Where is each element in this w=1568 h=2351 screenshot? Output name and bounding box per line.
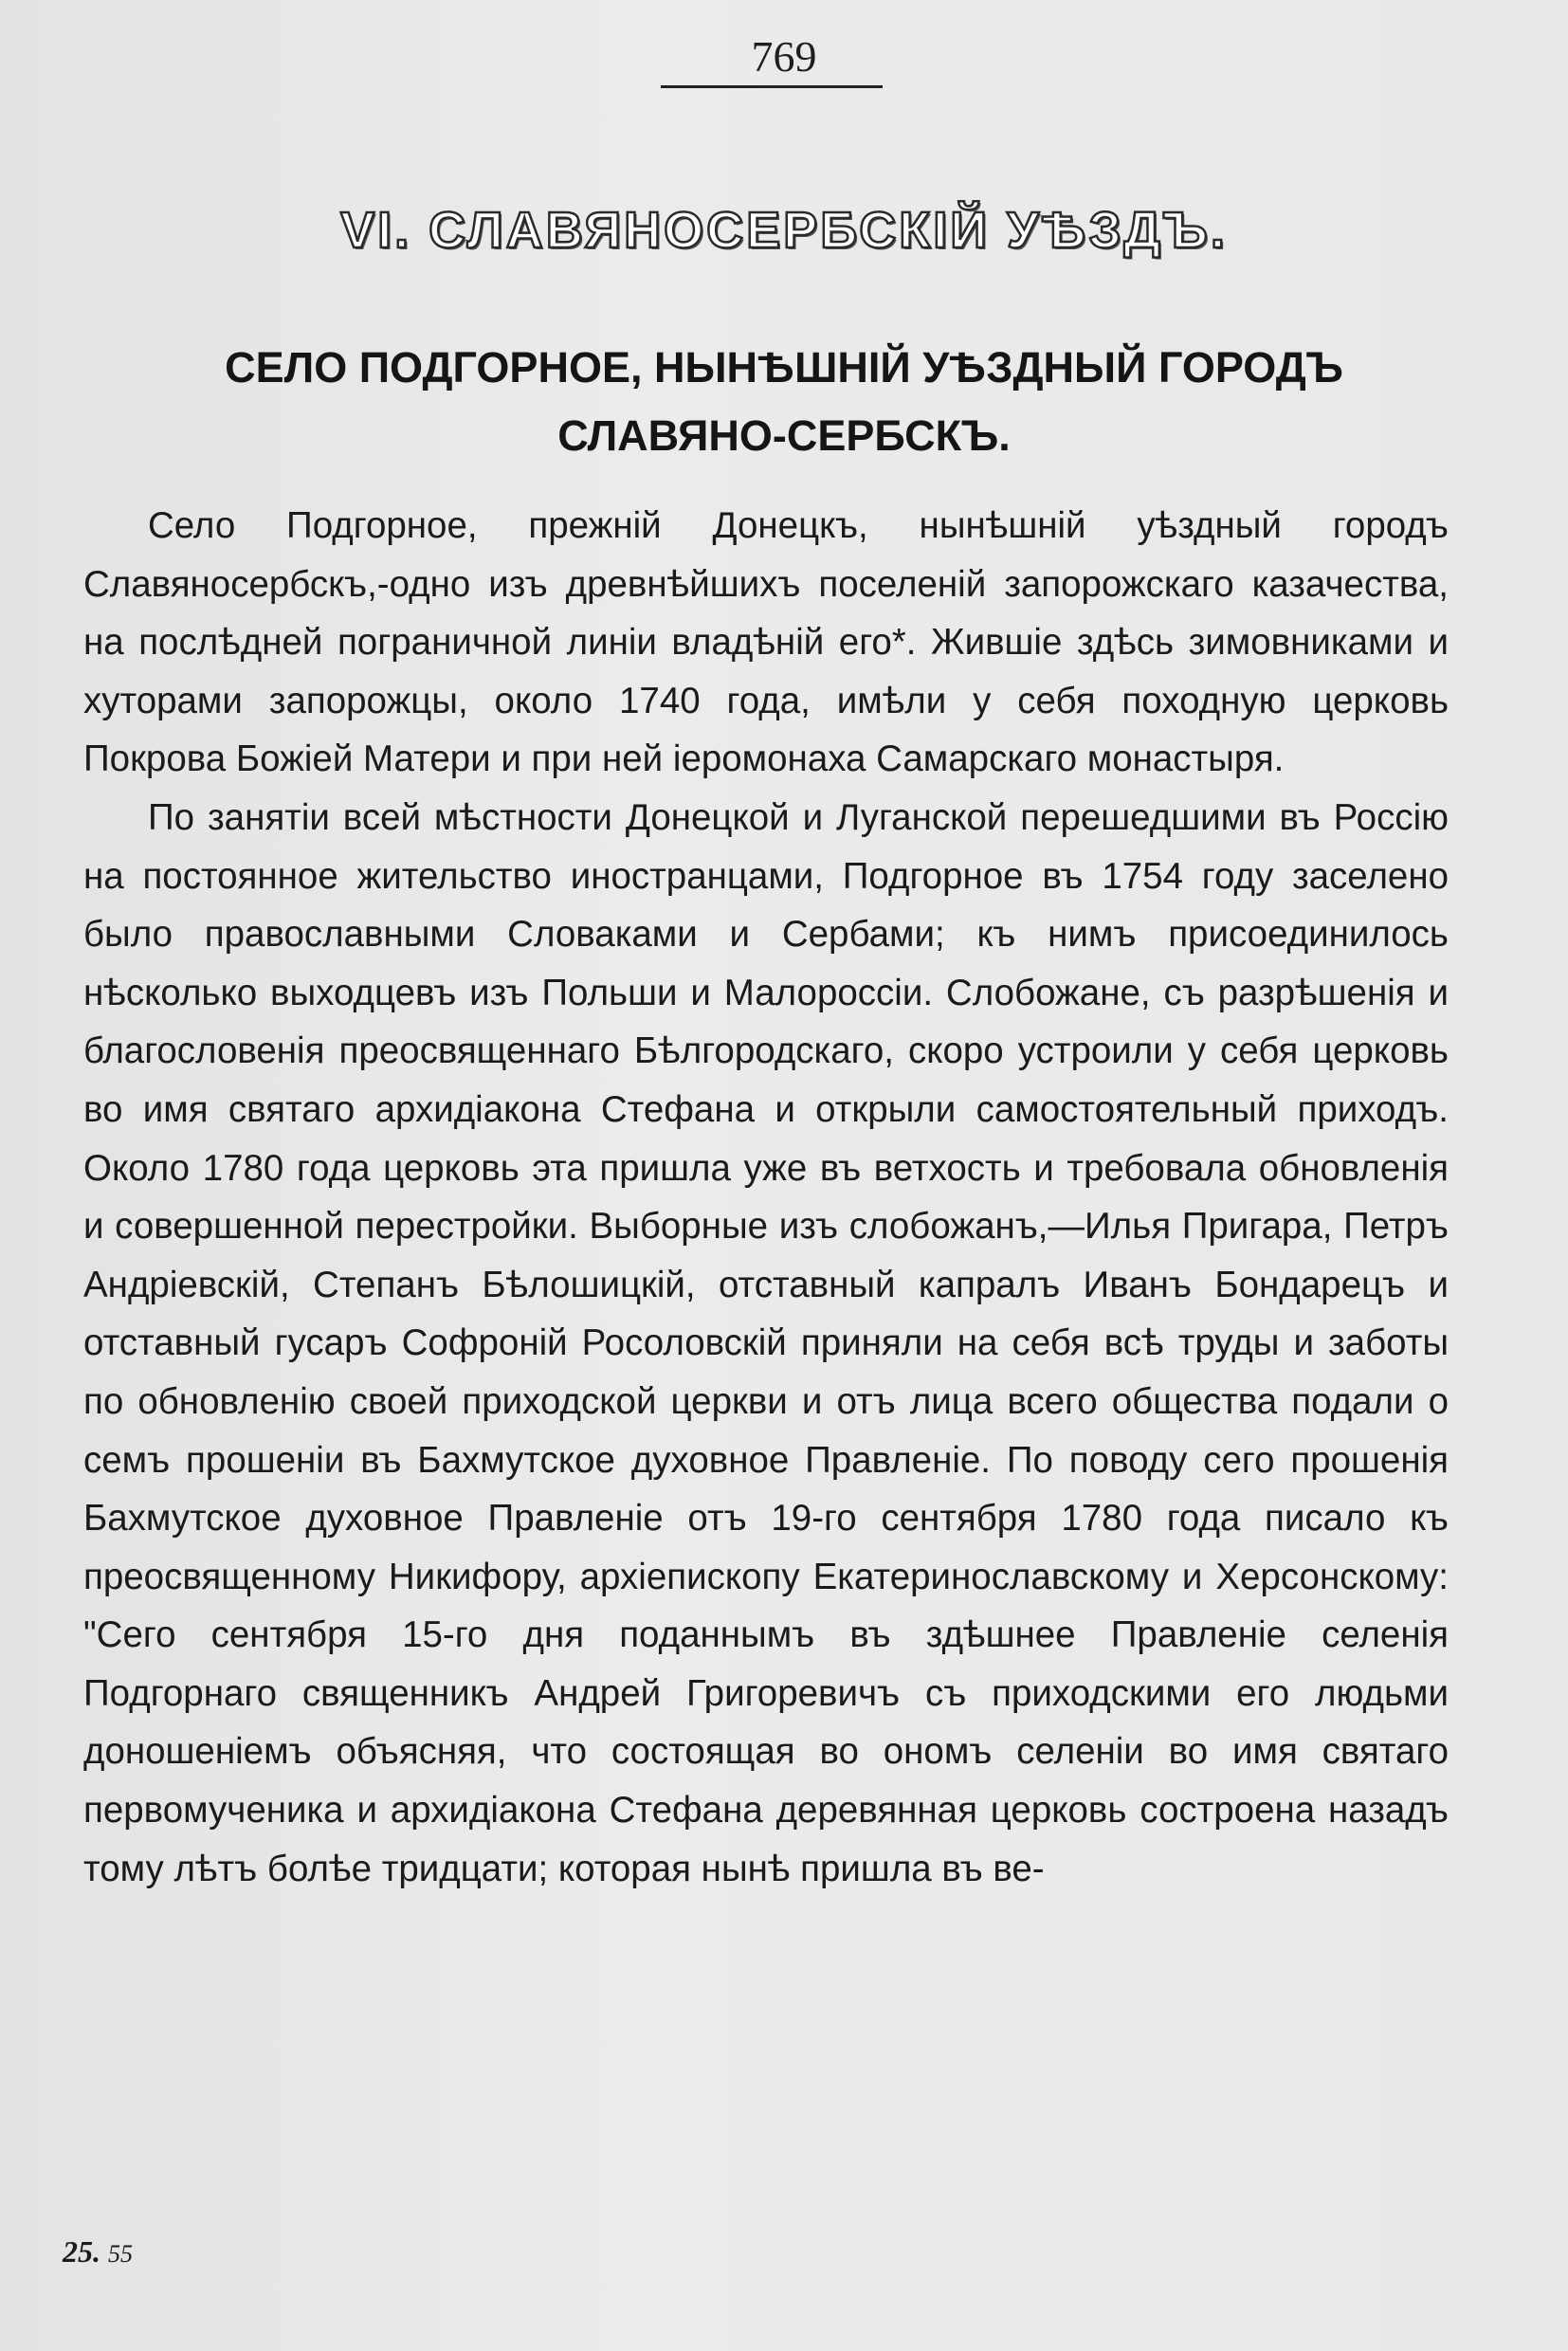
page-number-underline: [661, 85, 883, 88]
page-number: 769: [751, 32, 817, 81]
signature-number: 25.: [63, 2234, 100, 2269]
paragraph-2: По занятіи всей мѣстности Донецкой и Луганской перешедшими въ Россію на постоянное жительство иностранцами, Подгорное въ 1754 году заселено было православными Словаками и Сербами; къ нимъ присоединилось нѣсколько выходцевъ изъ Польши и Малороссіи. Слобожане, съ разрѣшенія и благословенія преосвященнаго Бѣлгородскаго, скоро устроили у себя церковь во имя святаго архидіакона Стефана и открыли самостоятельный приходъ. Около 1780 года церковь эта пришла уже въ ветхость и требовала обновленія и совершенной перестройки. Выборные изъ слобожанъ,—Илья Пригара, Петръ Андріевскій, Степанъ Бѣлошицкій, отставный капралъ Иванъ Бондарецъ и отставный гусаръ Софроній Росоловскій приняли на себя всѣ труды и заботы по обновленію своей приходской церкви и отъ лица всего общества подали о семъ прошеніи въ Бахмутское духовное Правленіе. По поводу сего прошенія Бахмутское духовное Правленіе отъ 19-го сентября 1780 года писало къ преосвященному Никифору, архіепископу Екатеринославскому и Херсонскому: "Сего сентября 15-го дня поданнымъ въ здѣшнее Правленіе селенія Подгорнаго священникъ Андрей Григоревичъ съ приходскими его людьми доношеніемъ объясняя, что состоящая во ономъ селеніи во имя святаго первомученика и архидіакона Стефана деревянная церковь состроена назадъ тому лѣтъ болѣе тридцати; которая нынѣ пришла въ ве-: [83, 796, 1449, 1889]
signature-sub-number: 55: [108, 2240, 133, 2268]
section-title: VI. СЛАВЯНОСЕРБСКІЙ УѢЗДЪ.: [340, 202, 1228, 259]
article-body: [83, 497, 1449, 1898]
footer-signature-mark: [63, 2233, 133, 2273]
article-heading: СЕЛО ПОДГОРНОЕ, НЫНѢШНІЙ УѢЗДНЫЙ ГОРОДЪ СЛАВЯНО-СЕРБСКЪ.: [225, 343, 1343, 460]
paragraph-1: Село Подгорное, прежній Донецкъ, нынѣшній уѣздный городъ Славяносербскъ,-одно изъ древнѣйшихъ поселеній запорожскаго казачества, на послѣдней пограничной линіи владѣній его*. Жившіе здѣсь зимовниками и хуторами запорожцы, около 1740 года, имѣли у себя походную церковь Покрова Божіей Матери и при ней іеромонаха Самарскаго монастыря.: [83, 505, 1449, 780]
